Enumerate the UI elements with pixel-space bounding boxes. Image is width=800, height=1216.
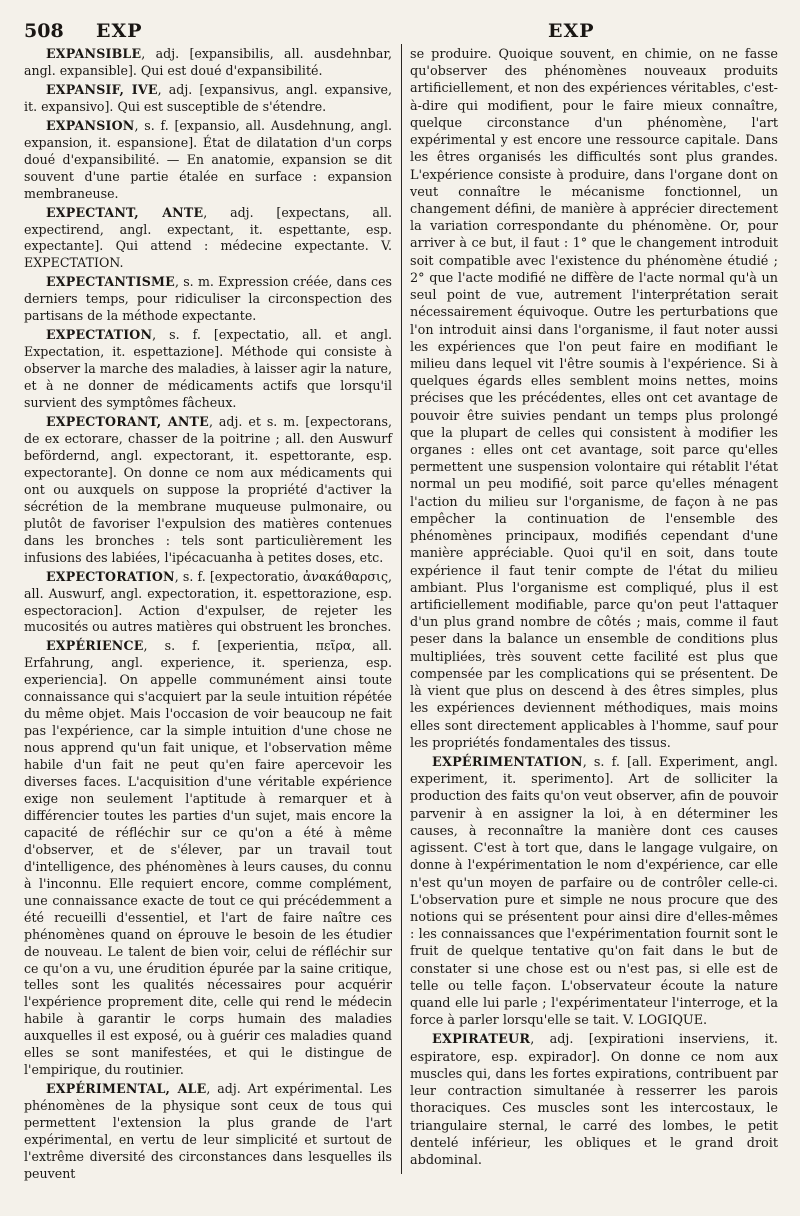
dictionary-entry xyxy=(24,46,392,80)
entry-headword: EXPANSIBLE xyxy=(46,46,142,61)
entry-text: , s. f. [expectatio, all. et angl. Expectation, it. espettazione]. Méthode qui consiste à observer la marche des maladies, à laisser agir la nature, et à ne donner de médicaments actifs que lorsqu'il survient des symptômes fâcheux. xyxy=(24,327,392,411)
entry-text: , s. f. [experientia, πεῖρα, all. Erfahrung, angl. experience, it. sperienza, esp. experiencia]. On appelle communément ainsi toute connaissance qui s'acquiert par la seule intuition répétée du même objet. Mais l'occasion de voir beaucoup ne fait pas l'expérience, car la simple intuition d'une chose ne nous apprend qu'un fait unique, et l'observation même habile d'un fait ne peut qu'en faire apercevoir les diverses faces. L'acquisition d'une véritable expérience exige non seulement l'aptitude à remarquer et à différencier toutes les parties d'un sujet, mais encore la capacité de réfléchir sur ce qu'on a été à même d'observer, et de s'élever, par un travail tout d'intelligence, des phénomènes à leurs causes, du connu à l'inconnu. Elle requiert encore, comme complément, une connaissance exacte de tout ce qui précédemment a été recueilli d'essentiel, et l'art de faire naître ces phénomènes quand on éprouve le besoin de les étudier de nouveau. Le talent de bien voir, celui de réfléchir sur ce qu'on a vu, une érudition épurée par la saine critique, telles sont les qualités nécessaires pour acquérir l'expérience proprement dite, celle qui rend le médecin habile à garantir le corps humain des maladies auxquelles il est exposé, ou à guérir ces maladies quand elles se sont manifestées, et qui le distingue de l'empirique, du routinier. xyxy=(24,638,392,1078)
dictionary-entry xyxy=(24,414,392,567)
left-column xyxy=(24,46,392,1185)
entry-text: , adj. [expansibilis, all. ausdehnbar, angl. expansible]. Qui est doué d'expansibilité. xyxy=(24,46,392,78)
entry-text: , adj. [expirationi inserviens, it. espiratore, esp. expirador]. On donne ce nom aux muscles qui, dans les fortes expirations, contribuent par leur contraction simultanée à resserrer les parois thoraciques. Ces muscles sont les intercostaux, le triangulaire sternal, le carré des lombes, le petit dentelé inférieur, les obliques et le grand droit abdominal. xyxy=(410,1032,778,1168)
right-column xyxy=(410,46,778,1171)
entry-text: , s. f. [expectoratio, ἀνακάθαρσις, all. Auswurf, angl. expectoration, it. espettorazione, esp. espectoracion]. Action d'expulser, de rejeter les mucosités ou autres matières qui obstruent les bronches. xyxy=(24,568,392,635)
dictionary-entry-continuation xyxy=(410,46,778,752)
entry-text: , adj. [expansivus, angl. expansive, it. expansivo]. Qui est susceptible de s'étendre. xyxy=(24,81,393,114)
entry-headword: EXPECTANT, ANTE xyxy=(46,204,204,220)
dictionary-entry xyxy=(24,82,392,116)
entry-headword: EXPÉRIMENTAL, ALE xyxy=(46,1081,207,1097)
dictionary-entry xyxy=(24,118,392,203)
entry-text: , s. f. [all. Experiment, angl. experiment, it. sperimento]. Art de solliciter la production des faits qu'on veut observer, afin de pouvoir parvenir à en assigner la loi, à en déterminer les causes, à reconnaître la manière dont ces causes agissent. C'est à tort que, dans le langage vulgaire, on donne à l'expérimentation le nom d'expérience, car elle n'est qu'un moyen de parfaire ou de contrôler celle-ci. L'observation pure et simple ne nous procure que des notions qui se présentent pour ainsi dire d'elles-mêmes : les connaissances que l'expérimentation fournit sont le fruit de quelque tentative qu'on fait dans le but de constater si une chose est ou n'est pas, si elle est de telle ou telle façon. L'observateur écoute la nature quand elle lui parle ; l'expérimentateur l'interroge, et la force à parler lorsqu'elle se tait. V. LOGIQUE. xyxy=(410,754,778,1029)
entry-headword: EXPECTANTISME xyxy=(46,274,175,290)
entry-text: , s. f. [expansio, all. Ausdehnung, angl. expansion, it. espansione]. État de dilatation d'un corps doué d'expansibilité. — En anatomie, expansion se dit souvent d'une partie étalée en surface : expansion membraneuse. xyxy=(24,117,392,201)
entry-headword: EXPECTATION xyxy=(46,327,153,343)
header-guide-word-left: EXP xyxy=(96,20,143,42)
entry-headword: EXPANSIF, IVE xyxy=(46,81,158,97)
entry-text: , adj. et s. m. [expectorans, de ex ectorare, chasser de la poitrine ; all. den Auswurf befördernd, angl. expectorant, it. espettorante, esp. expectorante]. On donne ce nom aux médicaments qui ont ou auxquels on suppose la propriété d'activer la sécrétion de la membrane muqueuse pulmonaire, ou plutôt de favoriser l'expulsion des matières contenues dans les bronches : tels sont particulièrement les infusions des labiées, l'ipécacuanha à petites doses, etc. xyxy=(24,414,392,565)
dictionary-entry xyxy=(410,1031,778,1169)
entry-text: , adj. Art expérimental. Les phénomènes de la physique sont ceux de tous qui permettent l'extension la plus grande de l'art expérimental, en vertu de leur simplicité et surtout de l'extrême diversité des circonstances dans lesquelles ils peuvent xyxy=(24,1081,392,1181)
entry-headword: EXPANSION xyxy=(46,117,135,133)
entry-text: , adj. [expectans, all. expectirend, angl. expectant, it. espettante, esp. expectante]. Qui attend : médecine expectante. V. EXPECTATION. xyxy=(24,204,392,271)
dictionary-entry xyxy=(410,754,778,1030)
entry-headword: EXPÉRIMENTATION xyxy=(432,754,583,770)
header-guide-word-right: EXP xyxy=(548,20,595,42)
dictionary-entry xyxy=(24,1081,392,1183)
dictionary-entry xyxy=(24,569,392,637)
entry-text: se produire. Quoique souvent, en chimie, on ne fasse qu'observer des phénomènes nouveaux produits artificiellement, et non des expériences véritables, c'est-à-dire qui modifient, pour le faire mieux connaître, quelque circonstance d'un phénomène, l'art expérimental y est encore une ressource capitale. Dans les êtres organisés les difficultés sont plus grandes. L'expérience consiste à produire, dans l'organe dont on veut connaître le mécanisme fonctionnel, un changement défini, de manière à apprécier directement la variation correspondante du phénomène. Or, pour arriver à ce but, il faut : 1° que le changement introduit soit compatible avec l'existence du phénomène étudié ; 2° que l'acte modifié ne diffère de l'acte normal qu'à un seul point de vue, autrement l'interprétation serait nécessairement équivoque. Outre les perturbations que l'on introduit ainsi dans l'organisme, il faut noter aussi les expériences que l'on peut faire en modifiant le milieu dans lequel vit l'être soumis à l'expérience. Si à quelques égards elles semblent moins nettes, moins précises que les précédentes, elles ont cet avantage de pouvoir être suivies pendant un temps plus prolongé que la plupart de celles qui consistent à modifier les organes : elles ont cet avantage, soit parce qu'elles permettent une suspension volontaire qui rétablit l'état normal un peu modifié, soit parce qu'elles ménagent l'action du milieu sur l'organisme, de façon à ne pas empêcher la continuation de l'ensemble des phénomènes principaux, modifiés cependant d'une manière appréciable. Quoi qu'il en soit, dans toute expérience il faut tenir compte de l'état du milieu ambiant. Plus l'organisme est compliqué, plus il est artificiellement modifiable, parce qu'on peut l'attaquer d'un plus grand nombre de côtés ; mais, comme il faut peser dans la balance un ensemble de conditions plus multipliées, très souvent cette facilité est plus que compensée par les complications qui se présentent. De là vient que plus on descend à des êtres simples, plus les expériences deviennent méthodiques, mais moins elles sont directement applicables à l'homme, sauf pour les propriétés fondamentales des tissus. xyxy=(410,47,778,751)
dictionary-entry xyxy=(24,274,392,325)
dictionary-entry xyxy=(24,205,392,273)
entry-headword: EXPÉRIENCE xyxy=(46,638,144,654)
entry-headword: EXPECTORATION xyxy=(46,568,175,584)
dictionary-entry xyxy=(24,327,392,412)
entry-headword: EXPECTORANT, ANTE xyxy=(46,414,209,430)
column-divider xyxy=(401,44,402,1174)
dictionary-entry xyxy=(24,638,392,1079)
page-number: 508 xyxy=(24,20,64,42)
entry-headword: EXPIRATEUR xyxy=(432,1032,531,1048)
entry-text: , s. m. Expression créée, dans ces derniers temps, pour ridiculiser la circonspection des partisans de la méthode expectante. xyxy=(24,274,392,324)
